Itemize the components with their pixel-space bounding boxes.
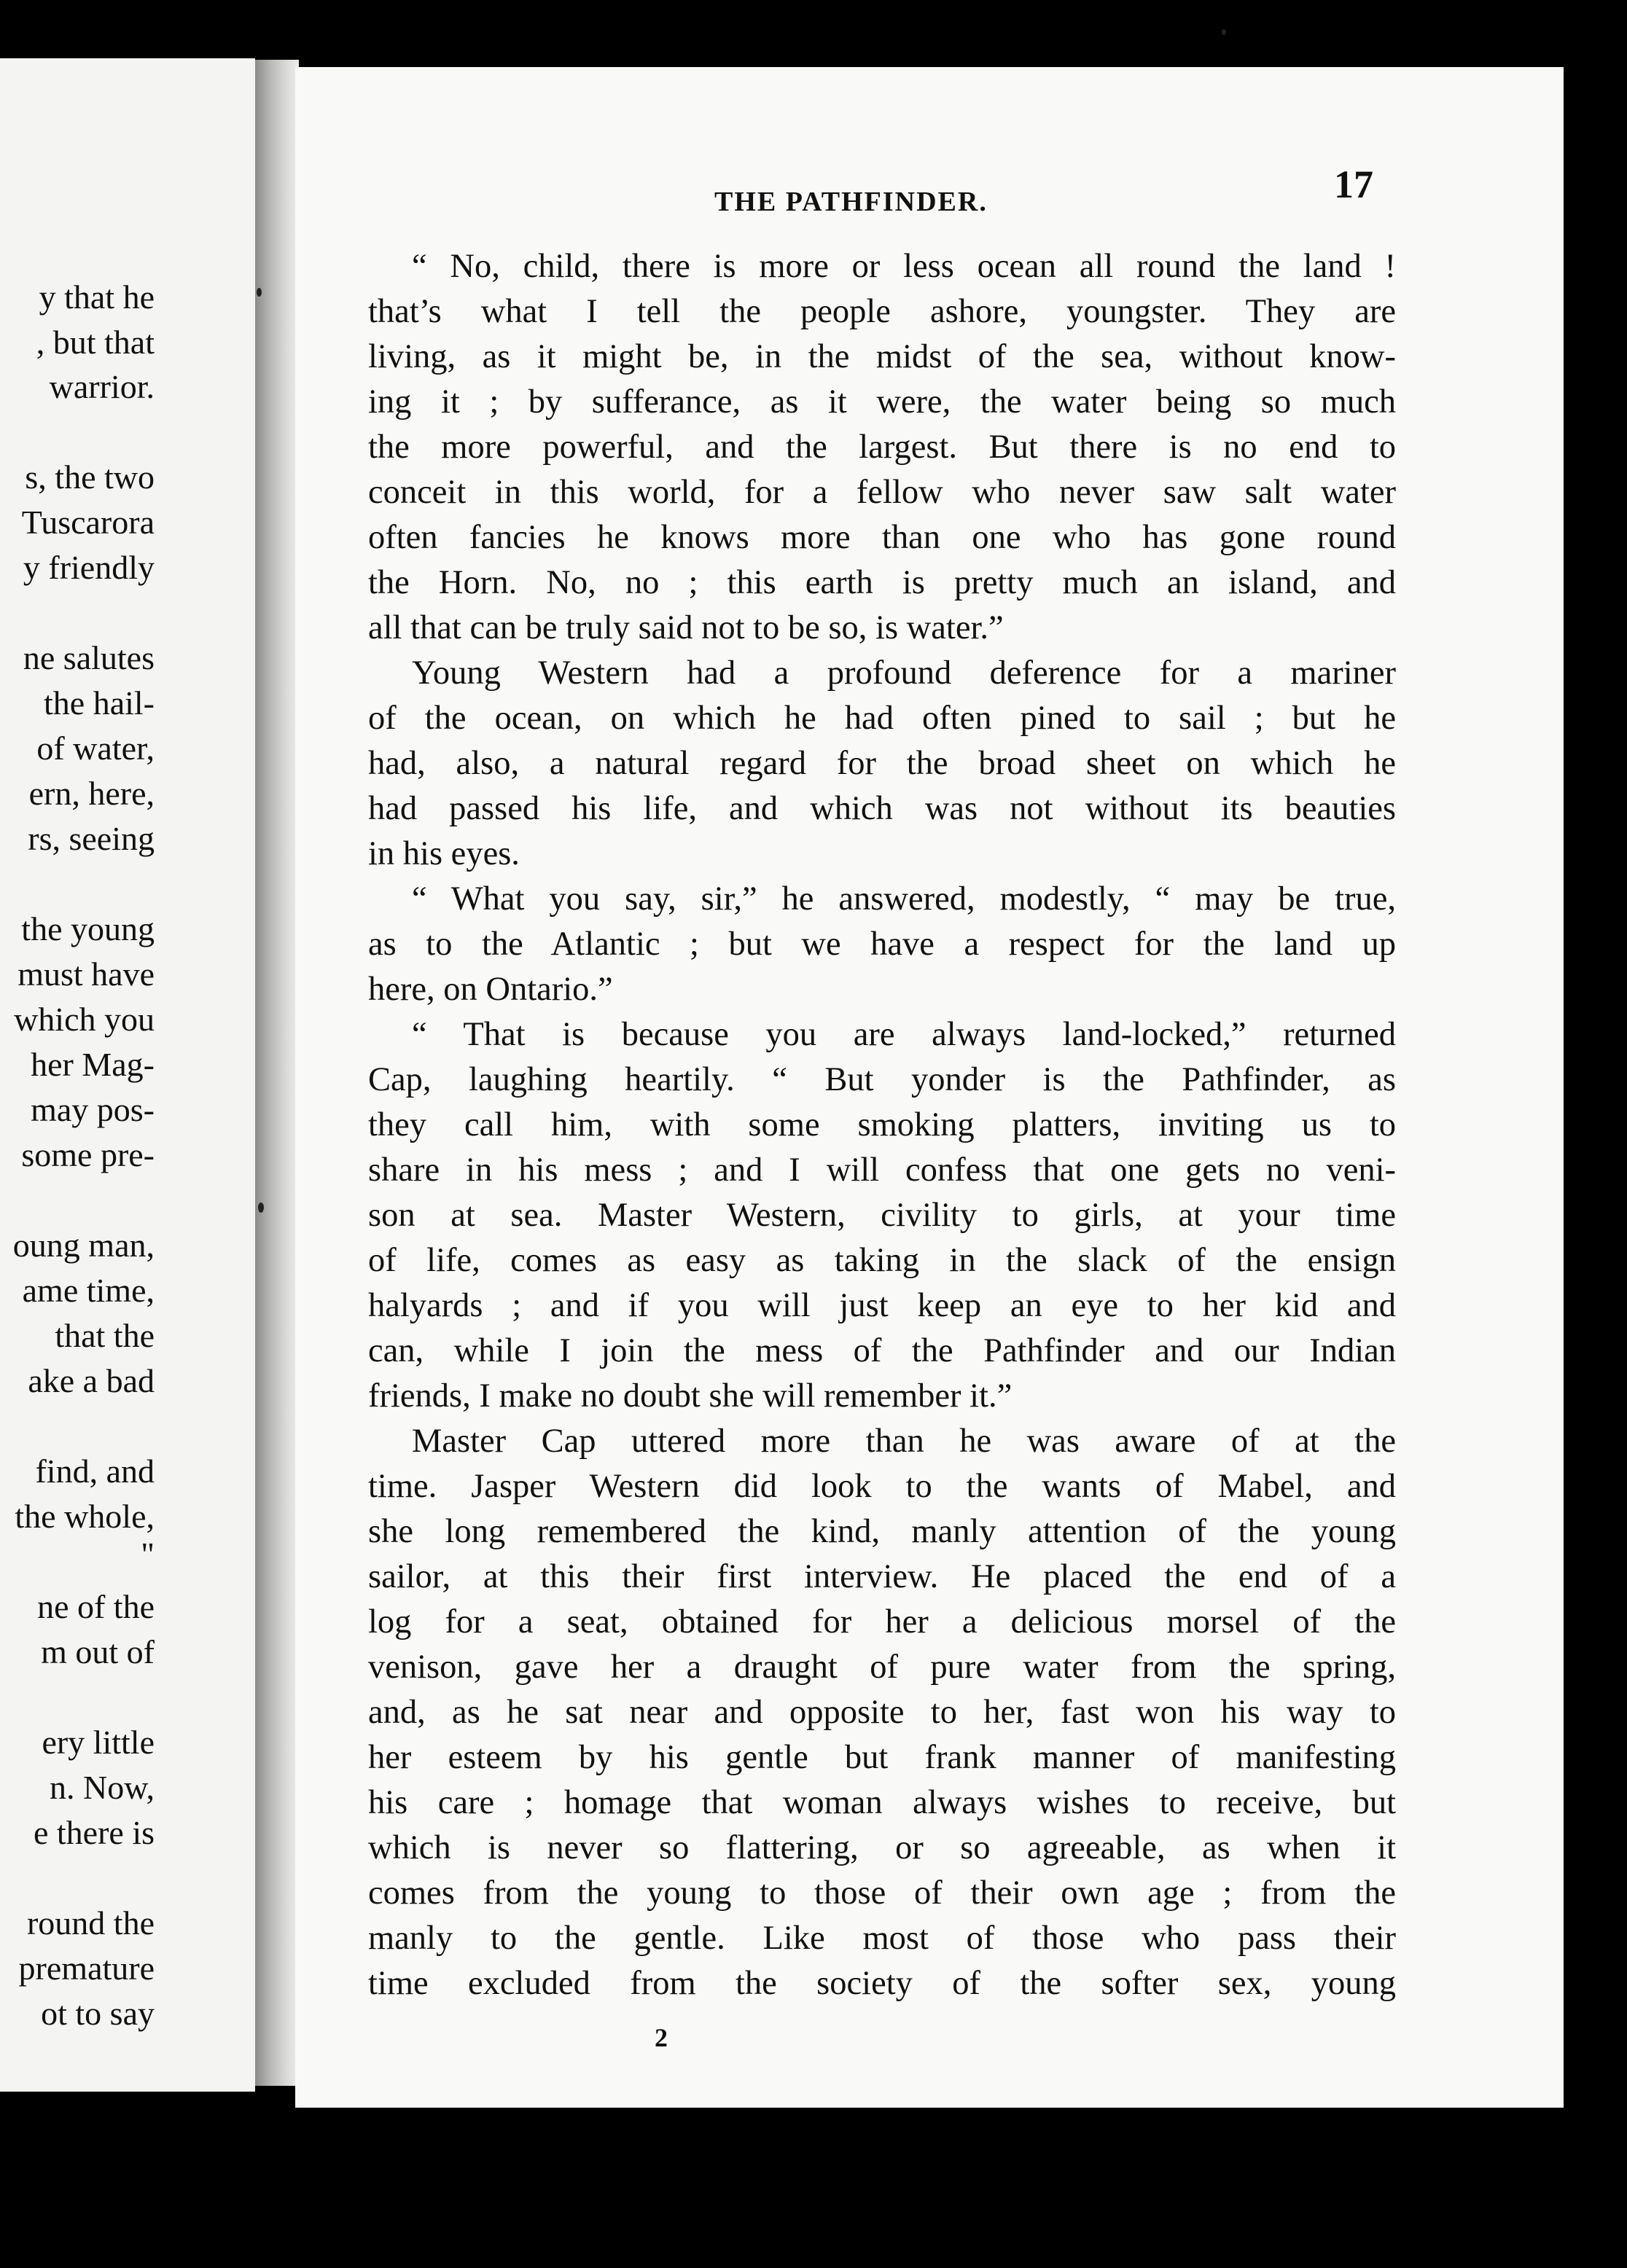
text-line: Young Western had a profound deference for a mariner <box>412 654 1396 692</box>
left-line: some pre- <box>21 1136 155 1173</box>
left-page-edge <box>0 58 255 2092</box>
left-line: the hail- <box>44 684 155 722</box>
left-line: ery little <box>42 1724 155 1761</box>
left-line: the young <box>21 910 155 947</box>
text-line: son at sea. Master Western, civility to girls, at your time <box>368 1197 1396 1234</box>
text-line: and, as he sat near and opposite to her, fast won his way to <box>368 1694 1396 1731</box>
left-line: s, the two <box>25 458 155 496</box>
left-line: which you <box>14 1001 155 1038</box>
left-line: n. Now, <box>50 1769 155 1806</box>
text-line: as to the Atlantic ; but we have a respect for the land up <box>368 926 1396 963</box>
text-line: the more powerful, and the largest. But there is no end to <box>368 429 1396 466</box>
left-line: must have <box>17 955 155 993</box>
left-line: round the <box>26 1904 155 1942</box>
text-line: comes from the young to those of their own age ; from the <box>368 1874 1396 1912</box>
text-line: Cap, laughing heartily. “ But yonder is the Pathfinder, as <box>368 1061 1396 1098</box>
text-line: friends, I make no doubt she will remember it.” <box>368 1377 1013 1415</box>
text-line: ing it ; by sufferance, as it were, the water being so much <box>368 383 1396 421</box>
left-line: ern, here, <box>28 775 155 812</box>
dust-speck <box>1222 29 1226 35</box>
left-line: premature <box>18 1950 155 1987</box>
left-line: find, and <box>35 1452 155 1490</box>
text-line: had passed his life, and which was not without its beauties <box>368 790 1396 827</box>
text-line: she long remembered the kind, manly attention of the young <box>368 1513 1396 1550</box>
text-line: of life, comes as easy as taking in the slack of the ensign <box>368 1242 1396 1279</box>
dust-speck <box>258 1203 264 1213</box>
text-line: can, while I join the mess of the Pathfinder and our Indian <box>368 1332 1396 1369</box>
dust-speck <box>257 288 262 297</box>
left-line: ake a bad <box>28 1362 155 1399</box>
left-line: ame time, <box>22 1272 155 1309</box>
left-line: the whole, <box>15 1498 155 1535</box>
text-line: Master Cap uttered more than he was aware of at the <box>412 1423 1396 1460</box>
text-line: of the ocean, on which he had often pined to sail ; but he <box>368 700 1396 737</box>
left-line: warrior. <box>49 368 155 405</box>
page-number: 17 <box>1334 163 1373 206</box>
left-line: that the <box>55 1317 155 1354</box>
left-line: Tuscarora <box>21 504 155 541</box>
text-line: the Horn. No, no ; this earth is pretty much an island, and <box>368 564 1396 601</box>
text-line: “ No, child, there is more or less ocean all round the land ! <box>412 248 1396 285</box>
text-line: living, as it might be, in the midst of the sea, without know- <box>368 338 1396 375</box>
left-line: may pos- <box>31 1091 155 1128</box>
text-line: venison, gave her a draught of pure water from the spring, <box>368 1649 1396 1686</box>
left-line: ot to say <box>41 1995 155 2032</box>
text-line: “ That is because you are always land-locked,” returned <box>412 1016 1396 1053</box>
text-line: halyards ; and if you will just keep an eye to her kid and <box>368 1287 1396 1324</box>
text-line: had, also, a natural regard for the broad sheet on which he <box>368 745 1396 782</box>
left-line: rs, seeing <box>28 820 155 857</box>
left-line: of water, <box>36 730 155 767</box>
text-line: sailor, at this their first interview. He placed the end of a <box>368 1558 1396 1595</box>
left-line: ne salutes <box>23 639 155 676</box>
text-line: all that can be truly said not to be so, is water.” <box>368 609 1004 646</box>
left-line: m out of <box>41 1633 155 1670</box>
left-line: her Mag- <box>31 1046 155 1083</box>
text-line: often fancies he knows more than one who has gone round <box>368 519 1396 556</box>
left-line: ne of the <box>37 1588 155 1625</box>
text-line: “ What you say, sir,” he answered, modestly, “ may be true, <box>412 880 1396 918</box>
signature-mark: 2 <box>655 2023 668 2052</box>
text-line: that’s what I tell the people ashore, youngster. They are <box>368 293 1396 330</box>
running-head: THE PATHFINDER. <box>714 187 988 217</box>
text-line: his care ; homage that woman always wishes to receive, but <box>368 1784 1396 1821</box>
text-line: which is never so flattering, or so agreeable, as when it <box>368 1829 1396 1866</box>
body-text <box>368 244 1396 2006</box>
text-line: here, on Ontario.” <box>368 971 613 1008</box>
left-line: " <box>141 1536 155 1573</box>
text-line: time. Jasper Western did look to the wants of Mabel, and <box>368 1468 1396 1505</box>
left-line: y that he <box>39 278 155 316</box>
text-line: log for a seat, obtained for her a delicious morsel of the <box>368 1603 1396 1641</box>
left-line: e there is <box>33 1814 155 1851</box>
left-line: , but that <box>36 324 155 361</box>
left-line: y friendly <box>23 549 155 586</box>
text-line: manly to the gentle. Like most of those who pass their <box>368 1920 1396 1957</box>
left-line: oung man, <box>12 1227 155 1264</box>
text-line: in his eyes. <box>368 835 520 872</box>
text-line: conceit in this world, for a fellow who never saw salt water <box>368 474 1396 511</box>
text-line: time excluded from the society of the softer sex, young <box>368 1965 1396 2002</box>
text-line: they call him, with some smoking platters, inviting us to <box>368 1106 1396 1143</box>
text-line: her esteem by his gentle but frank manner of manifesting <box>368 1739 1396 1776</box>
text-line: share in his mess ; and I will confess that one gets no veni- <box>368 1151 1396 1189</box>
book-gutter <box>255 60 299 2086</box>
